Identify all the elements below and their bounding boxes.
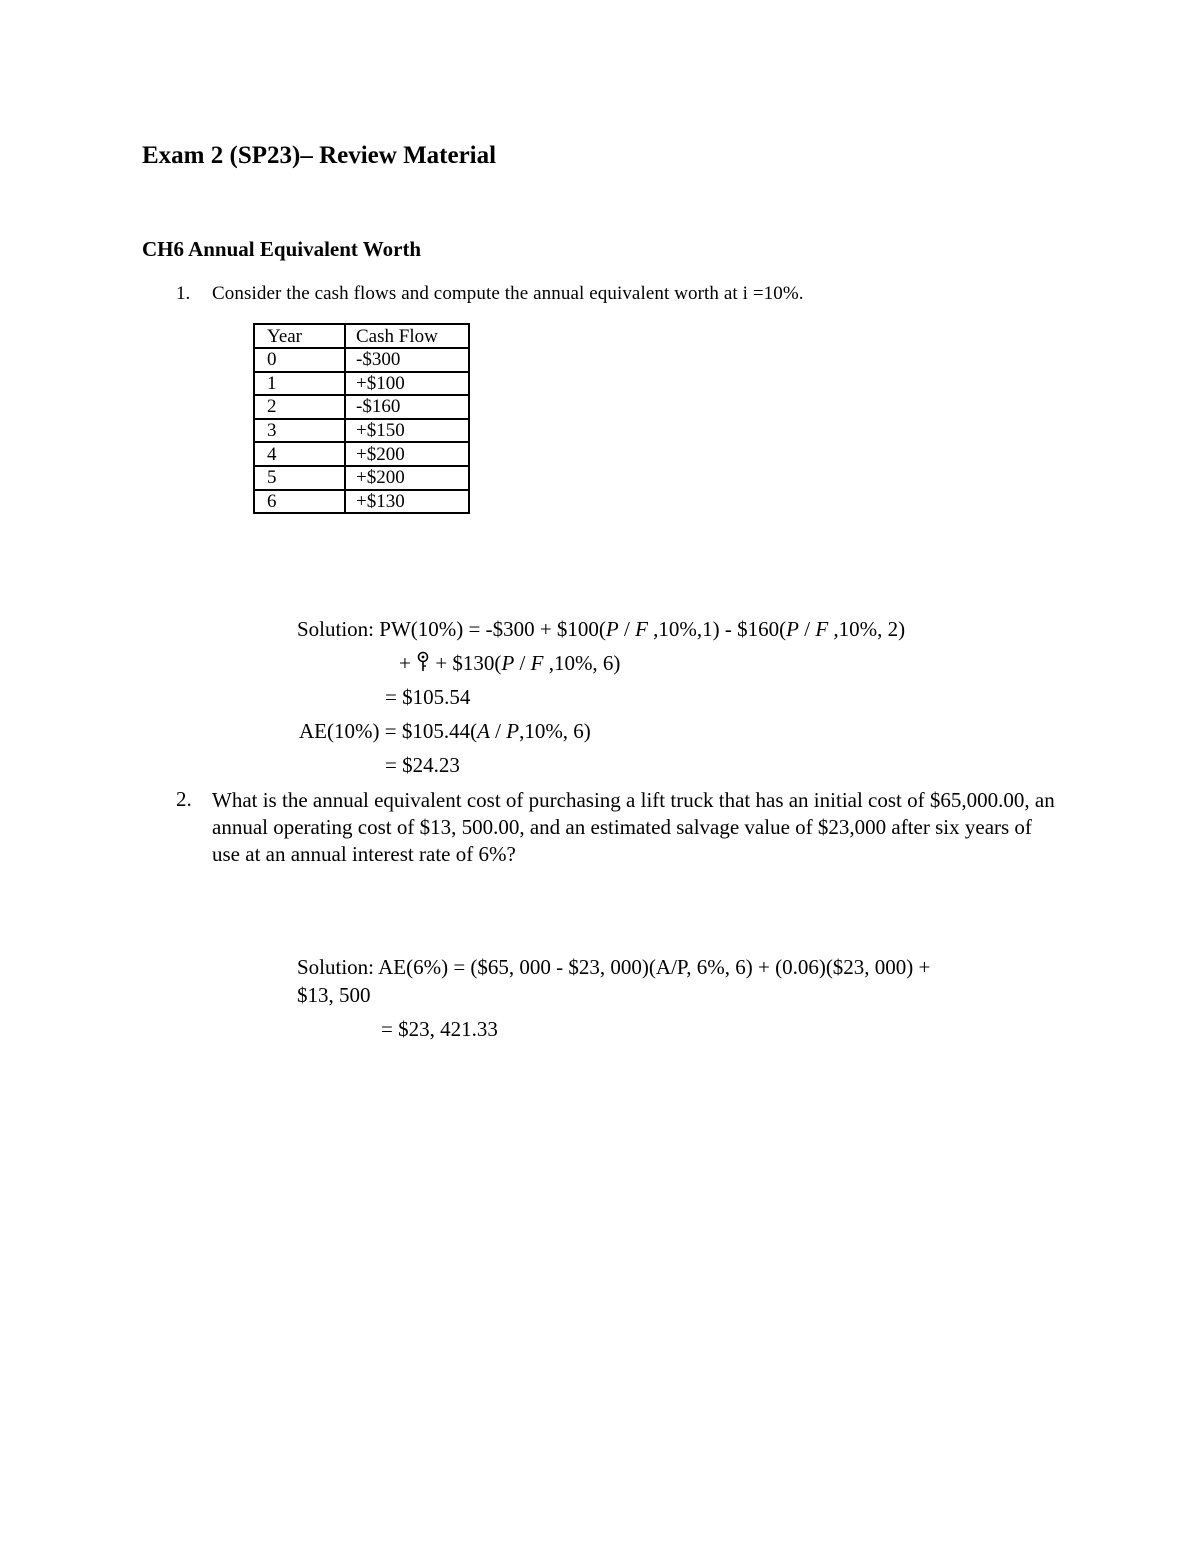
question-1-number: 1. (176, 283, 191, 304)
solution-1-line-5: = $24.23 (385, 753, 460, 777)
year-cell: 6 (254, 490, 345, 514)
factor-slash: / (798, 617, 816, 641)
year-cell: 5 (254, 466, 345, 490)
year-cell: 0 (254, 348, 345, 372)
solution-text: ,10%, 2) (828, 617, 906, 641)
solution-1-line-2 (399, 651, 620, 676)
cash-flow-cell: +$150 (345, 419, 469, 443)
factor-symbol: F (635, 617, 648, 641)
year-cell: 3 (254, 419, 345, 443)
solution-text: + (399, 651, 411, 675)
solution-text: AE(10%) = $105.44( (299, 719, 478, 743)
table-header-row (254, 324, 469, 348)
table-row (254, 442, 469, 466)
question-2-number: 2. (176, 787, 192, 811)
cash-flow-cell: +$200 (345, 466, 469, 490)
table-row (254, 490, 469, 514)
ellipsis-placeholder-icon (416, 651, 430, 673)
year-cell: 4 (254, 442, 345, 466)
table-row (254, 372, 469, 396)
solution-1-line-3: = $105.54 (385, 685, 471, 709)
year-cell: 1 (254, 372, 345, 396)
cash-flow-cell: +$130 (345, 490, 469, 514)
table-row (254, 395, 469, 419)
solution-1-line-1 (297, 617, 905, 642)
cash-flow-cell: -$160 (345, 395, 469, 419)
solution-2-line-2: $13, 500 (297, 983, 371, 1007)
factor-slash: / (489, 719, 507, 743)
factor-symbol: F (815, 617, 829, 641)
table-row (254, 466, 469, 490)
factor-symbol: A (477, 719, 490, 743)
header-cash-flow: Cash Flow (345, 324, 469, 348)
year-cell: 2 (254, 395, 345, 419)
factor-symbol: P (786, 617, 799, 641)
table-row (254, 348, 469, 372)
section-heading: CH6 Annual Equivalent Worth (142, 237, 422, 261)
solution-text: Solution: PW(10%) = -$300 + $100( (297, 617, 606, 641)
solution-text: + $130( (430, 651, 502, 675)
factor-symbol: P (605, 617, 619, 641)
factor-symbol: P (501, 651, 515, 675)
factor-symbol: F (530, 651, 544, 675)
question-2-text: What is the annual equivalent cost of purchasing a lift truck that has an initial cost of $65,000.00, an annual operating cost of $13, 500.00, and an estimated salvage value of $23,000 after six years of use at an annual interest rate of 6%? (212, 788, 1055, 866)
table-row (254, 419, 469, 443)
solution-text: ,10%,1) - $160( (647, 617, 787, 641)
cash-flow-cell: +$200 (345, 442, 469, 466)
factor-symbol: P (506, 719, 520, 743)
solution-2-line-1: Solution: AE(6%) = ($65, 000 - $23, 000)(A/P, 6%, 6) + (0.06)($23, 000) + (297, 955, 931, 979)
solution-1-line-4 (299, 719, 591, 744)
solution-text: ,10%, 6) (519, 719, 591, 743)
cash-flow-cell: -$300 (345, 348, 469, 372)
header-year: Year (254, 324, 345, 348)
document-title: Exam 2 (SP23)– Review Material (142, 142, 497, 169)
cash-flow-table (253, 323, 470, 514)
factor-slash: / (514, 651, 531, 675)
solution-text: ,10%, 6) (543, 651, 621, 675)
question-1-text: Consider the cash flows and compute the annual equivalent worth at i =10%. (212, 283, 804, 304)
factor-slash: / (618, 617, 636, 641)
solution-2-line-3: = $23, 421.33 (381, 1017, 498, 1041)
cash-flow-cell: +$100 (345, 372, 469, 396)
